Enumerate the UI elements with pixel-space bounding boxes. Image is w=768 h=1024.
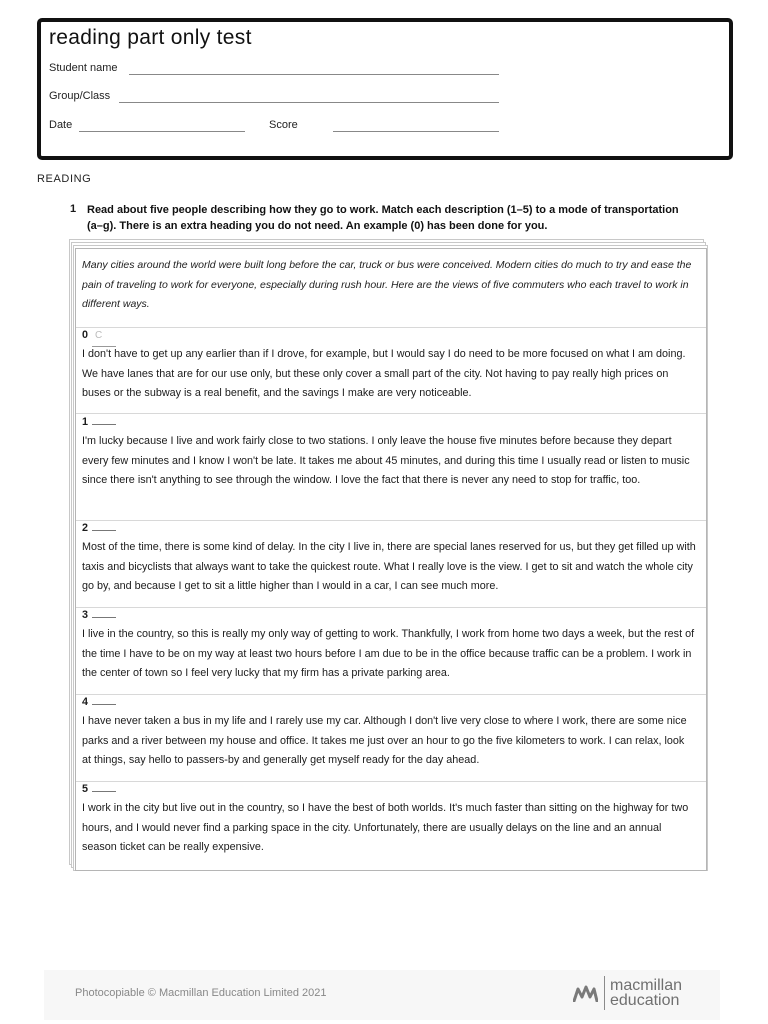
macmillan-mark-icon	[573, 984, 598, 1002]
item-number-text: 3	[82, 609, 89, 621]
item-number	[82, 413, 696, 432]
logo-divider	[604, 976, 605, 1010]
description-text: I'm lucky because I live and work fairly close to two stations. I only leave the house five minutes before because they depart every few minutes and I know I won't be late. It takes me about 45 minutes, and during this time I usually read or listen to music since there isn't anything to see through the window. I love the fact that there is never any need to stop for traffic, too.	[82, 435, 690, 487]
item-number	[82, 519, 696, 538]
answer-blank[interactable]	[92, 606, 116, 618]
student-name-field[interactable]	[129, 74, 499, 75]
item-number-text: 0	[82, 329, 89, 341]
macmillan-logo	[573, 975, 682, 1011]
description-1	[82, 413, 696, 491]
brand-line-2: education	[610, 992, 680, 1009]
description-text: I live in the country, so this is really my only way of getting to work. Thankfully, I work from home two days a week, but the rest of the time I have to be on my way at least two hours before I am due to be in the office because traffic can be a problem. I work in the center of town so I feel very lucky that my firm has a private parking area.	[82, 628, 695, 680]
header-box	[37, 18, 733, 160]
passage-intro: Many cities around the world were built long before the car, truck or bus were conceived. Modern cities do much to try and ease the pain of traveling to work for everyone, especially during rush hour. Here are the views of five commuters who each travel to work in different ways.	[82, 259, 692, 310]
copyright-text: Photocopiable © Macmillan Education Limited 2021	[75, 987, 327, 999]
description-5	[82, 780, 696, 858]
description-0	[82, 326, 696, 404]
item-number-text: 4	[82, 696, 89, 708]
score-label: Score	[269, 119, 298, 131]
description-text: Most of the time, there is some kind of delay. In the city I live in, there are special lanes reserved for us, but they get filled up with taxis and bicyclists that always want to take the quickest route. What I really love is the view. I get to sit and watch the whole city go by, and because I get to sit a little higher than I would in a car, I can see much more.	[82, 541, 696, 593]
section-title: READING	[37, 173, 92, 185]
brand-line-1: macmillan	[610, 977, 683, 994]
description-text: I have never taken a bus in my life and I rarely use my car. Although I don't live very close to where I work, there are some nice parks and a river between my house and office. It takes me just over an hour to go the five kilometers to work. I can relax, look at things, say hello to passers-by and generally get myself ready for the day ahead.	[82, 715, 687, 767]
description-3	[82, 606, 696, 684]
item-number	[82, 326, 696, 345]
instruction-number: 1	[70, 203, 77, 215]
item-number	[82, 780, 696, 799]
description-2	[82, 519, 696, 597]
reading-passage	[75, 248, 707, 871]
answer-blank[interactable]	[92, 780, 116, 792]
item-number-text: 2	[82, 522, 89, 534]
description-text: I work in the city but live out in the country, so I have the best of both worlds. It's much faster than sitting on the highway for two hours, and I would never find a parking space in the city. Unfortunately, there are usually delays on the line and an annual season ticket can be really expensive.	[82, 802, 689, 854]
description-4	[82, 693, 696, 771]
item-number-text: 5	[82, 783, 89, 795]
group-class-label: Group/Class	[49, 90, 111, 102]
page-title: reading part only test	[49, 26, 252, 49]
item-number	[82, 606, 696, 625]
example-answer: C	[92, 326, 116, 347]
item-number	[82, 693, 696, 712]
item-number-text: 1	[82, 416, 89, 428]
answer-blank[interactable]	[92, 413, 116, 425]
group-class-field[interactable]	[119, 102, 499, 103]
answer-blank[interactable]	[92, 519, 116, 531]
instruction-text: Read about five people describing how they go to work. Match each description (1–5) to a mode of transportation (a–g). There is an extra heading you do not need. An example (0) has been done for you.	[87, 204, 679, 232]
brand-name	[610, 978, 682, 1008]
description-text: I don't have to get up any earlier than if I drove, for example, but I would say I do need to be more focused on what I am doing. We have lanes that are for our use only, but these only cover a small part of the city. Not having to pay really high prices on buses or the subway is a real benefit, and the savings I make are very noticeable.	[82, 348, 686, 400]
answer-blank[interactable]	[92, 693, 116, 705]
score-field[interactable]	[333, 131, 499, 132]
student-name-label: Student name	[49, 62, 118, 74]
date-label: Date	[49, 119, 73, 131]
date-field[interactable]	[79, 131, 245, 132]
